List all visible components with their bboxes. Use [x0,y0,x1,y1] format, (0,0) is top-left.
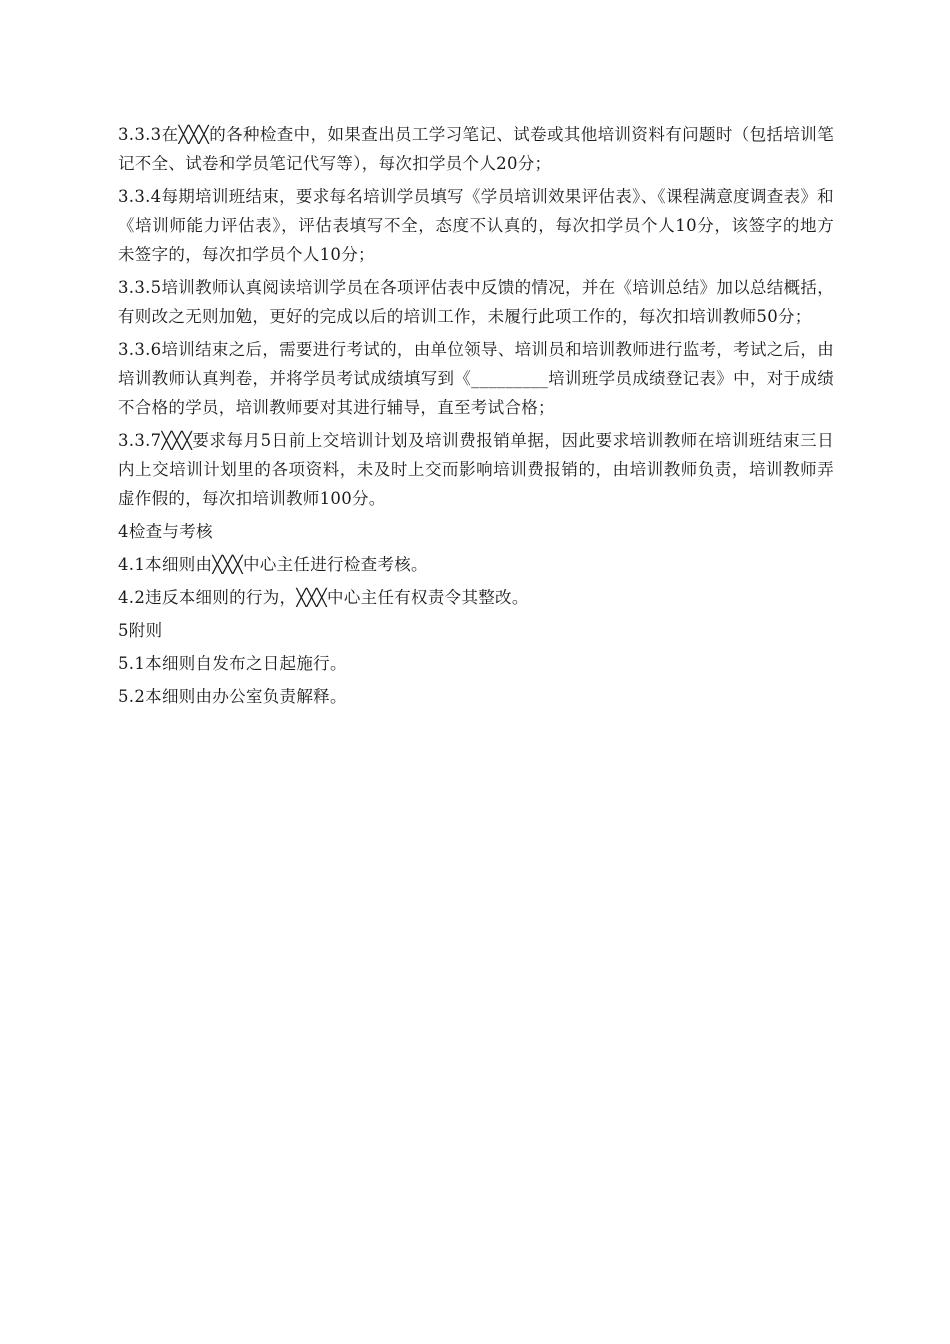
paragraph-3-3-4: 3.3.4每期培训班结束，要求每名培训学员填写《学员培训效果评估表》、《课程满意度调查表》和《培训师能力评估表》，评估表填写不全，态度不认真的，每次扣学员个人10分，该签字的地方未签字的，每次扣学员个人10分； [118,187,834,264]
paragraph-3-3-6: 3.3.6培训结束之后，需要进行考试的，由单位领导、培训员和培训教师进行监考，考试之后，由培训教师认真判卷，并将学员考试成绩填写到《_________培训班学员成绩登记表》中，对于成绩不合格的学员，培训教师要对其进行辅导，直至考试合格； [118,340,834,417]
paragraph-4-1: 4.1本细则由╳╳╳中心主任进行检查考核。 [118,555,428,574]
document-page [118,120,834,715]
paragraph-4-2: 4.2违反本细则的行为，╳╳╳中心主任有权责令其整改。 [118,588,529,607]
paragraph-5-1: 5.1本细则自发布之日起施行。 [118,654,347,673]
section-5-heading: 5附则 [118,621,163,640]
paragraph-5-2: 5.2本细则由办公室负责解释。 [118,687,347,706]
paragraph-3-3-5: 3.3.5培训教师认真阅读培训学员在各项评估表中反馈的情况，并在《培训总结》加以总结概括，有则改之无则加勉，更好的完成以后的培训工作，未履行此项工作的，每次扣培训教师50分； [118,278,834,326]
section-4-heading: 4检查与考核 [118,522,213,541]
paragraph-3-3-3: 3.3.3在╳╳╳的各种检查中，如果查出员工学习笔记、试卷或其他培训资料有问题时（包括培训笔记不全、试卷和学员笔记代写等），每次扣学员个人20分； [118,125,834,173]
paragraph-3-3-7: 3.3.7╳╳╳要求每月5日前上交培训计划及培训费报销单据，因此要求培训教师在培训班结束三日内上交培训计划里的各项资料，未及时上交而影响培训费报销的，由培训教师负责，培训教师弄虚作假的，每次扣培训教师100分。 [118,431,834,508]
